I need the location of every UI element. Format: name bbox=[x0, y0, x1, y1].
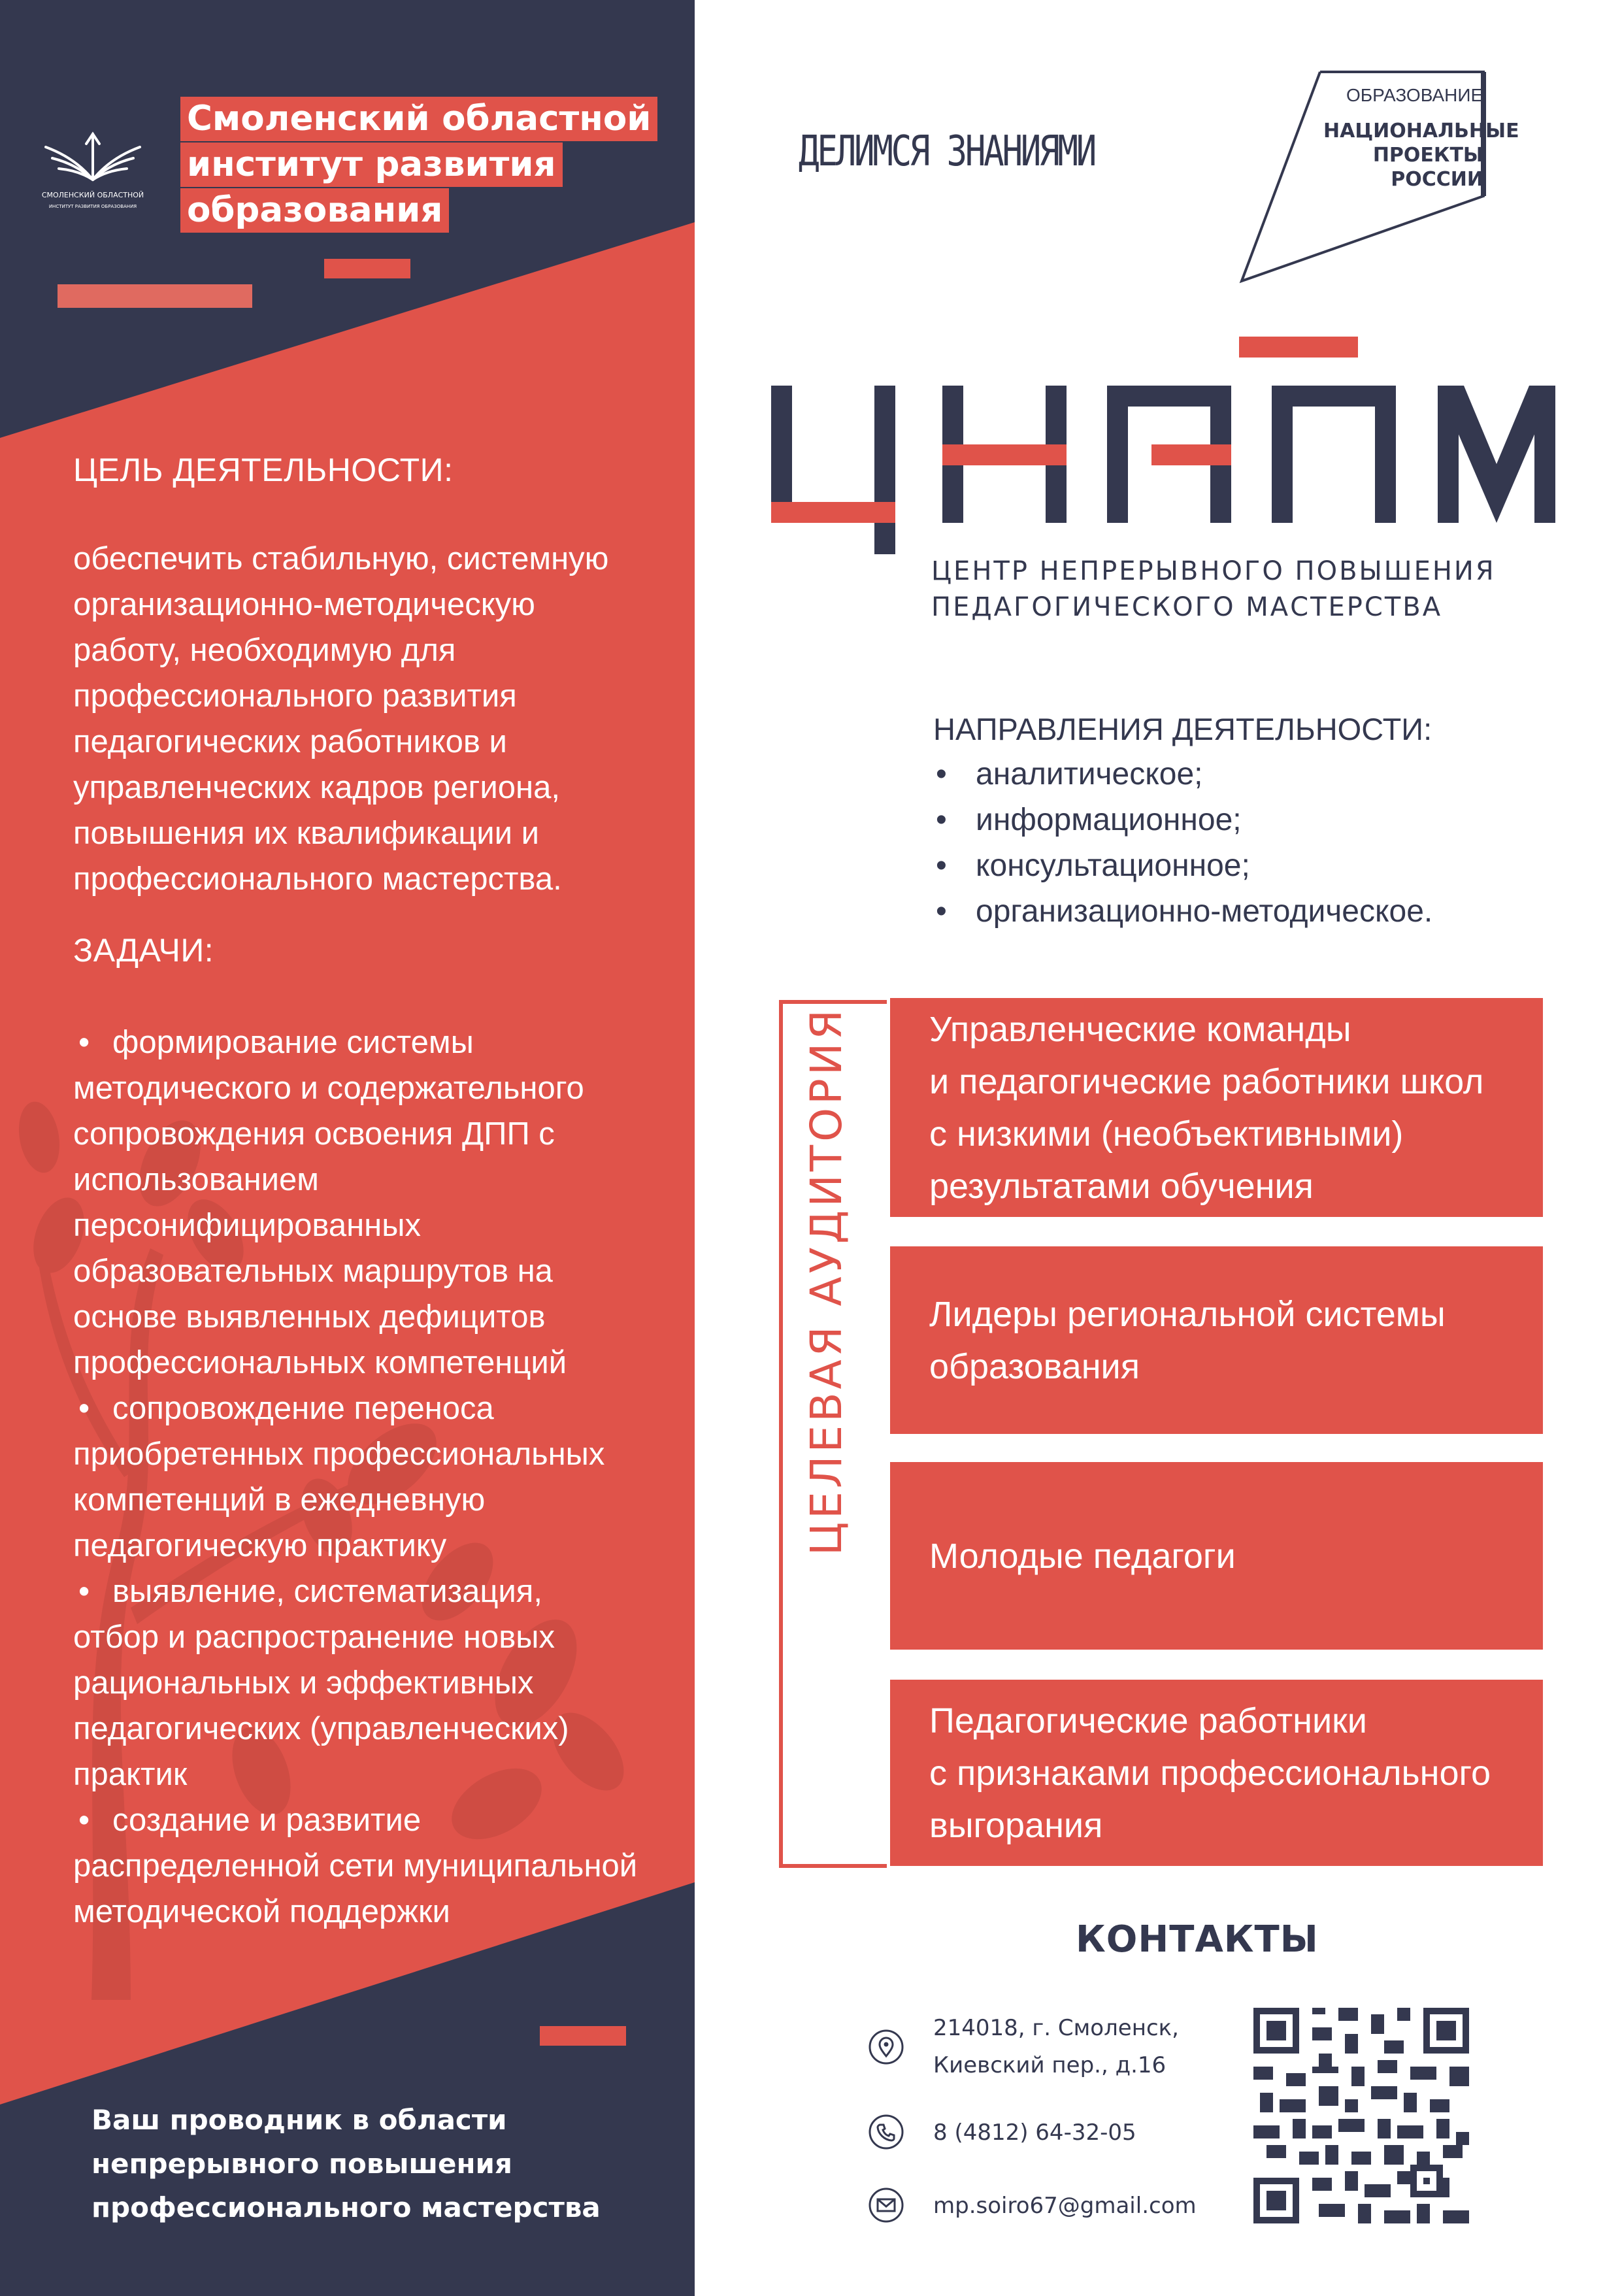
decor-bar bbox=[58, 284, 252, 308]
national-projects-line: РОССИИ bbox=[1391, 168, 1483, 191]
institute-logo bbox=[41, 118, 145, 216]
goal-line: работу, необходимую для bbox=[73, 633, 456, 668]
direction-item: • организационно-методическое. bbox=[936, 894, 1433, 929]
bottom-slogan-line: Ваш проводник в области bbox=[91, 2104, 507, 2136]
task-item: • создание и развитие распределенной сети муниципальной методической поддержки bbox=[73, 1803, 638, 1929]
goal-line: профессионального развития bbox=[73, 678, 517, 714]
national-projects-line: НАЦИОНАЛЬНЫЕ bbox=[1323, 120, 1519, 142]
address-line: Киевский пер., д.16 bbox=[933, 2052, 1167, 2078]
audience-item: Молодые педагоги bbox=[890, 1462, 1543, 1650]
direction-item: • консультационное; bbox=[936, 848, 1250, 883]
tasks-list bbox=[73, 1020, 661, 1935]
contact-email[interactable]: mp.soiro67@gmail.com bbox=[933, 2193, 1197, 2219]
bottom-slogan-line: непрерывного повышения bbox=[91, 2148, 512, 2180]
goal-line: организационно-методическую bbox=[73, 587, 535, 622]
goal-line: управленческих кадров региона, bbox=[73, 770, 560, 805]
decor-bar bbox=[540, 2026, 626, 2046]
national-projects-name bbox=[1323, 119, 1519, 191]
institute-title bbox=[180, 97, 657, 234]
svg-text:СМОЛЕНСКИЙ ОБЛАСТНОЙ: СМОЛЕНСКИЙ ОБЛАСТНОЙ bbox=[41, 191, 144, 199]
national-projects-line: ПРОЕКТЫ bbox=[1372, 144, 1483, 167]
national-projects-category: ОБРАЗОВАНИЕ bbox=[1346, 85, 1483, 105]
phone-icon bbox=[868, 2114, 904, 2150]
goal-heading: ЦЕЛЬ ДЕЯТЕЛЬНОСТИ: bbox=[73, 452, 454, 488]
email-icon bbox=[868, 2187, 904, 2223]
audience-item: Лидеры региональной системы образования bbox=[890, 1246, 1543, 1434]
task-item: • формирование системы методического и содержательного сопровождения освоения ДПП с использованием персонифицированных образовательных маршрутов на основе выявленных дефицитов профессиональных компетенций bbox=[73, 1025, 584, 1380]
decor-bar bbox=[324, 259, 410, 278]
goal-line: повышения их квалификации и bbox=[73, 816, 540, 851]
bottom-slogan bbox=[91, 2098, 667, 2229]
institute-title-line: институт развития bbox=[180, 142, 563, 187]
goal-line: профессионального мастерства. bbox=[73, 861, 562, 897]
institute-title-line: Смоленский областной bbox=[180, 97, 657, 141]
task-item: • сопровождение переноса приобретенных профессиональных компетенций в ежедневную педагогическую практику bbox=[73, 1391, 605, 1563]
contact-phone[interactable]: 8 (4812) 64-32-05 bbox=[933, 2120, 1136, 2146]
audience-item: Педагогические работники с признаками профессионального выгорания bbox=[890, 1680, 1543, 1866]
tasks-heading: ЗАДАЧИ: bbox=[73, 932, 214, 969]
center-subtitle-line: ПЕДАГОГИЧЕСКОГО МАСТЕРСТВА bbox=[931, 592, 1443, 622]
qr-code[interactable] bbox=[1253, 2008, 1469, 2223]
directions-list bbox=[933, 752, 1432, 935]
audience-label: ЦЕЛЕВАЯ АУДИТОРИЯ bbox=[801, 1006, 852, 1556]
cnppm-logo bbox=[771, 333, 1555, 556]
center-subtitle bbox=[931, 554, 1496, 625]
institute-title-line: образования bbox=[180, 188, 449, 233]
goal-line: обеспечить стабильную, системную bbox=[73, 541, 609, 576]
audience-item: Управленческие команды и педагогические работники школ с низкими (необъективными) результатами обучения bbox=[890, 998, 1543, 1217]
directions-heading: НАПРАВЛЕНИЯ ДЕЯТЕЛЬНОСТИ: bbox=[933, 712, 1432, 746]
contacts-heading: КОНТАКТЫ bbox=[1076, 1918, 1319, 1961]
contact-address bbox=[933, 2010, 1179, 2084]
location-icon bbox=[868, 2029, 904, 2065]
address-line: 214018, г. Смоленск, bbox=[933, 2015, 1179, 2041]
svg-text:ИНСТИТУТ РАЗВИТИЯ ОБРАЗОВАНИЯ: ИНСТИТУТ РАЗВИТИЯ ОБРАЗОВАНИЯ bbox=[48, 204, 137, 209]
task-item: • выявление, систематизация, отбор и распространение новых рациональных и эффективных педагогических (управленческих) практик bbox=[73, 1574, 569, 1792]
goal-line: педагогических работников и bbox=[73, 724, 507, 759]
slogan: ДЕЛИМСЯ ЗНАНИЯМИ bbox=[799, 127, 1095, 176]
direction-item: • аналитическое; bbox=[936, 757, 1203, 791]
goal-text bbox=[73, 536, 648, 902]
center-subtitle-line: ЦЕНТР НЕПРЕРЫВНОГО ПОВЫШЕНИЯ bbox=[931, 556, 1496, 586]
left-panel bbox=[0, 0, 695, 2296]
direction-item: • информационное; bbox=[936, 803, 1242, 837]
bottom-slogan-line: профессионального мастерства bbox=[91, 2191, 601, 2223]
